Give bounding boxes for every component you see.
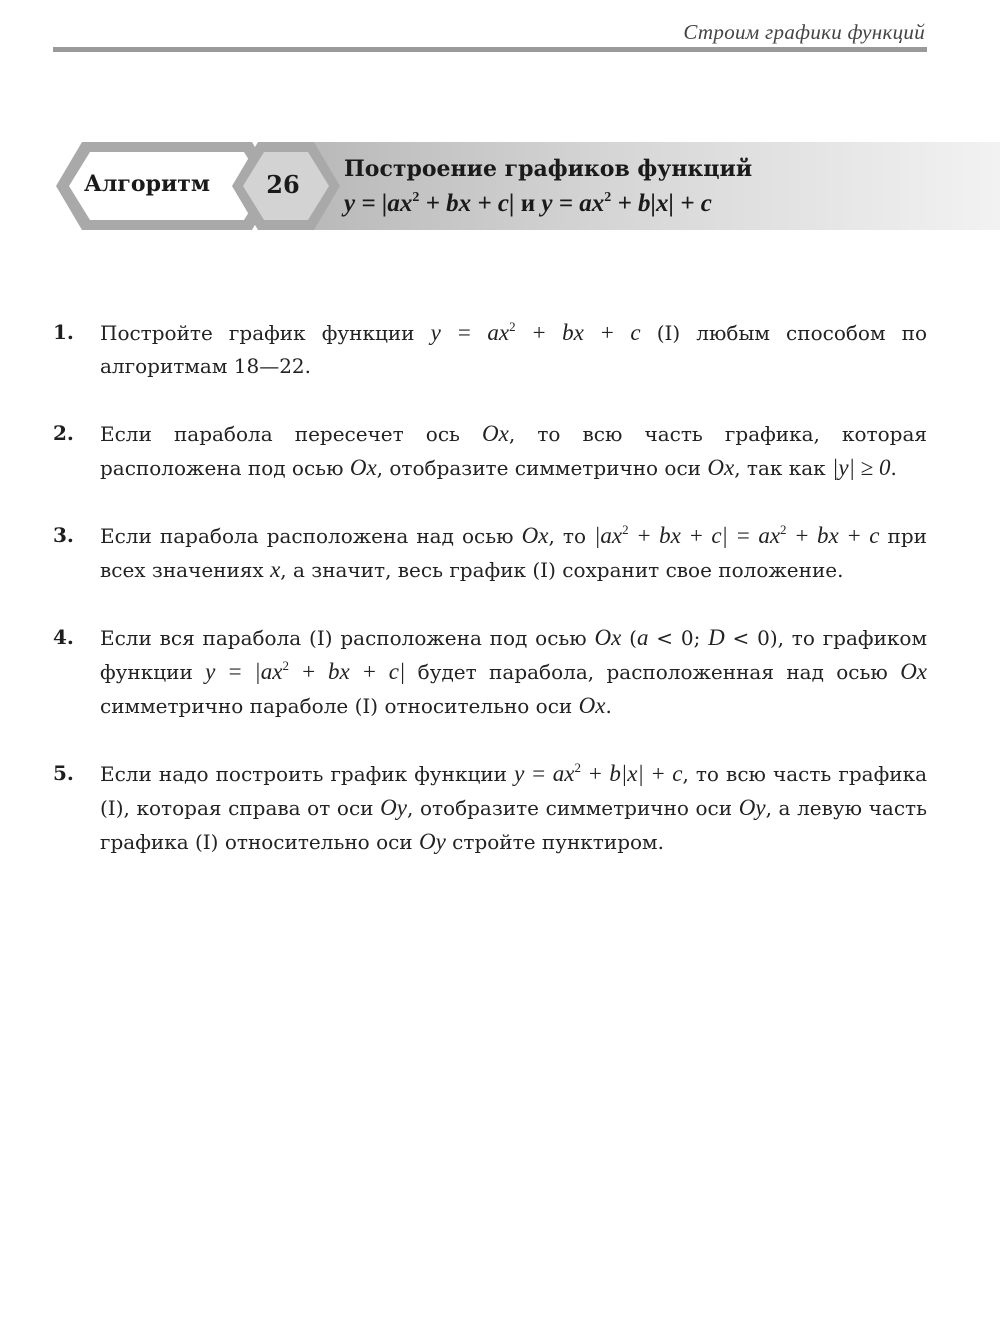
item-text: Если парабола пересечет ось Ox, то всю часть графика, которая расположена под осью Ox, отобразите симметрично оси Ox, так как |y| ≥ 0.	[100, 421, 927, 480]
algorithm-steps	[53, 316, 927, 893]
list-item	[53, 316, 927, 383]
list-item	[53, 417, 927, 485]
running-head: Строим графики функций	[683, 20, 925, 44]
banner-formula: $y = |ax^2$ + bx + c| и $y = ax^2 + b|x| + c$	[344, 190, 712, 217]
item-number: 1.	[53, 320, 74, 344]
item-text: Постройте график функции $y = ax^2$ + bx + c (I) любым способом по алгоритмам 18—22.	[100, 319, 927, 378]
item-text: Если надо построить график функции $y = ax^2 + b|x| + c$, то всю часть графика (I), которая справа от оси Oy, отобразите симметрично оси Oy, а левую часть графика (I) относительно оси Oy стройте пунктиром.	[100, 760, 928, 854]
badge-word: Алгоритм	[84, 171, 211, 197]
item-text: Если парабола расположена над осью Ox, то $|ax^2$ + bx + $c| = ax^2$ + bx + c при всех значениях x, а значит, весь график (I) сохранит свое положение.	[100, 522, 927, 582]
banner-title: Построение графиков функций	[344, 156, 753, 182]
list-item	[53, 757, 927, 859]
item-text: Если вся парабола (I) расположена под осью Ox (a < 0; D < 0), то графиком функции $y = |ax^2$ + bx + c| будет парабола, расположенная над осью Ox симметрично параболе (I) относительно оси Ox.	[100, 625, 928, 718]
item-number: 5.	[53, 761, 74, 785]
badge-number: 26	[266, 170, 300, 199]
list-item	[53, 621, 927, 723]
algorithm-banner	[0, 138, 1000, 234]
header-rule	[53, 47, 927, 52]
item-number: 2.	[53, 421, 74, 445]
list-item	[53, 519, 927, 587]
item-number: 3.	[53, 523, 74, 547]
item-number: 4.	[53, 625, 74, 649]
